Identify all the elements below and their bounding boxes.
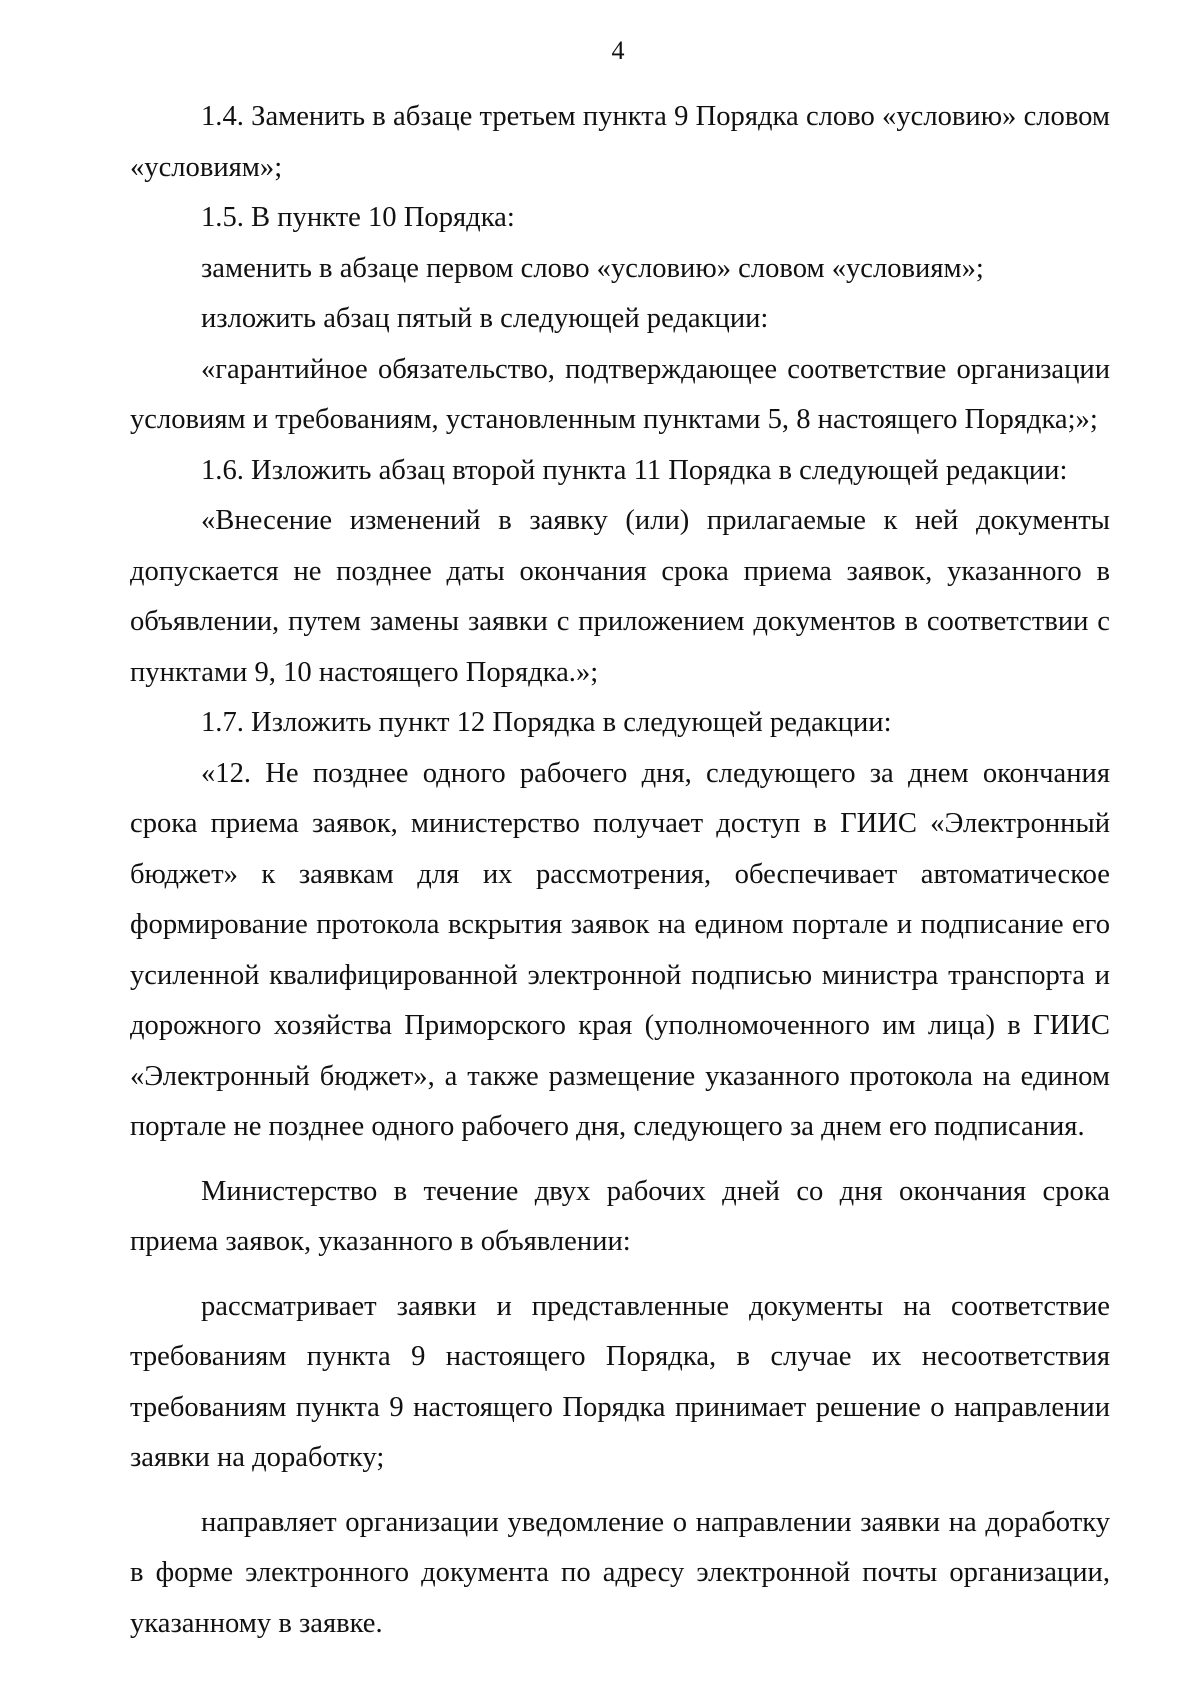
paragraph-replace-first: заменить в абзаце первом слово «условию» словом «условиям»; [201, 252, 984, 284]
paragraph-changes-quote: «Внесение изменений в заявку (или) прилагаемые к ней документы допускается не позднее даты окончания срока приема заявок, указанного в объявлении, путем замены заявки с приложением документов в соответствии с пунктами 9, 10 настоящего Порядка.»; [130, 505, 1110, 688]
paragraph-state-fifth: изложить абзац пятый в следующей редакции: [201, 303, 769, 334]
document-body [130, 92, 1110, 1649]
paragraph-guarantee-quote: «гарантийное обязательство, подтверждающее соответствие организации условиям и требованиям, установленным пунктами 5, 8 настоящего Порядка;»; [130, 353, 1110, 435]
paragraph-sends-notice: направляет организации уведомление о направлении заявки на доработку в форме электронного документа по адресу электронной почты организации, указанному в заявке. [130, 1506, 1110, 1639]
page-number: 4 [611, 36, 625, 65]
paragraph-12-quote: «12. Не позднее одного рабочего дня, следующего за днем окончания срока приема заявок, министерство получает доступ в ГИИС «Электронный бюджет» к заявкам для их рассмотрения, обеспечивает автоматическое формирование протокола вскрытия заявок на едином портале и подписание его усиленной квалифицированной электронной подписью министра транспорта и дорожного хозяйства Приморского края (уполномоченного им лица) в ГИИС «Электронный бюджет», а также размещение указанного протокола на едином портале не позднее одного рабочего дня, следующего за днем его подписания. [130, 757, 1110, 1142]
paragraph-1-7: 1.7. Изложить пункт 12 Порядка в следующей редакции: [201, 707, 892, 738]
paragraph-ministry: Министерство в течение двух рабочих дней со дня окончания срока приема заявок, указанного в объявлении: [130, 1175, 1110, 1257]
paragraph-1-5: 1.5. В пункте 10 Порядка: [201, 202, 515, 233]
paragraph-1-6: 1.6. Изложить абзац второй пункта 11 Порядка в следующей редакции: [201, 454, 1068, 486]
paragraph-1-4: 1.4. Заменить в абзаце третьем пункта 9 Порядка слово «условию» словом «условиям»; [130, 101, 1110, 183]
paragraph-reviews: рассматривает заявки и представленные документы на соответствие требованиям пункта 9 настоящего Порядка, в случае их несоответствия требованиям пункта 9 настоящего Порядка принимает решение о направлении заявки на доработку; [130, 1290, 1110, 1473]
